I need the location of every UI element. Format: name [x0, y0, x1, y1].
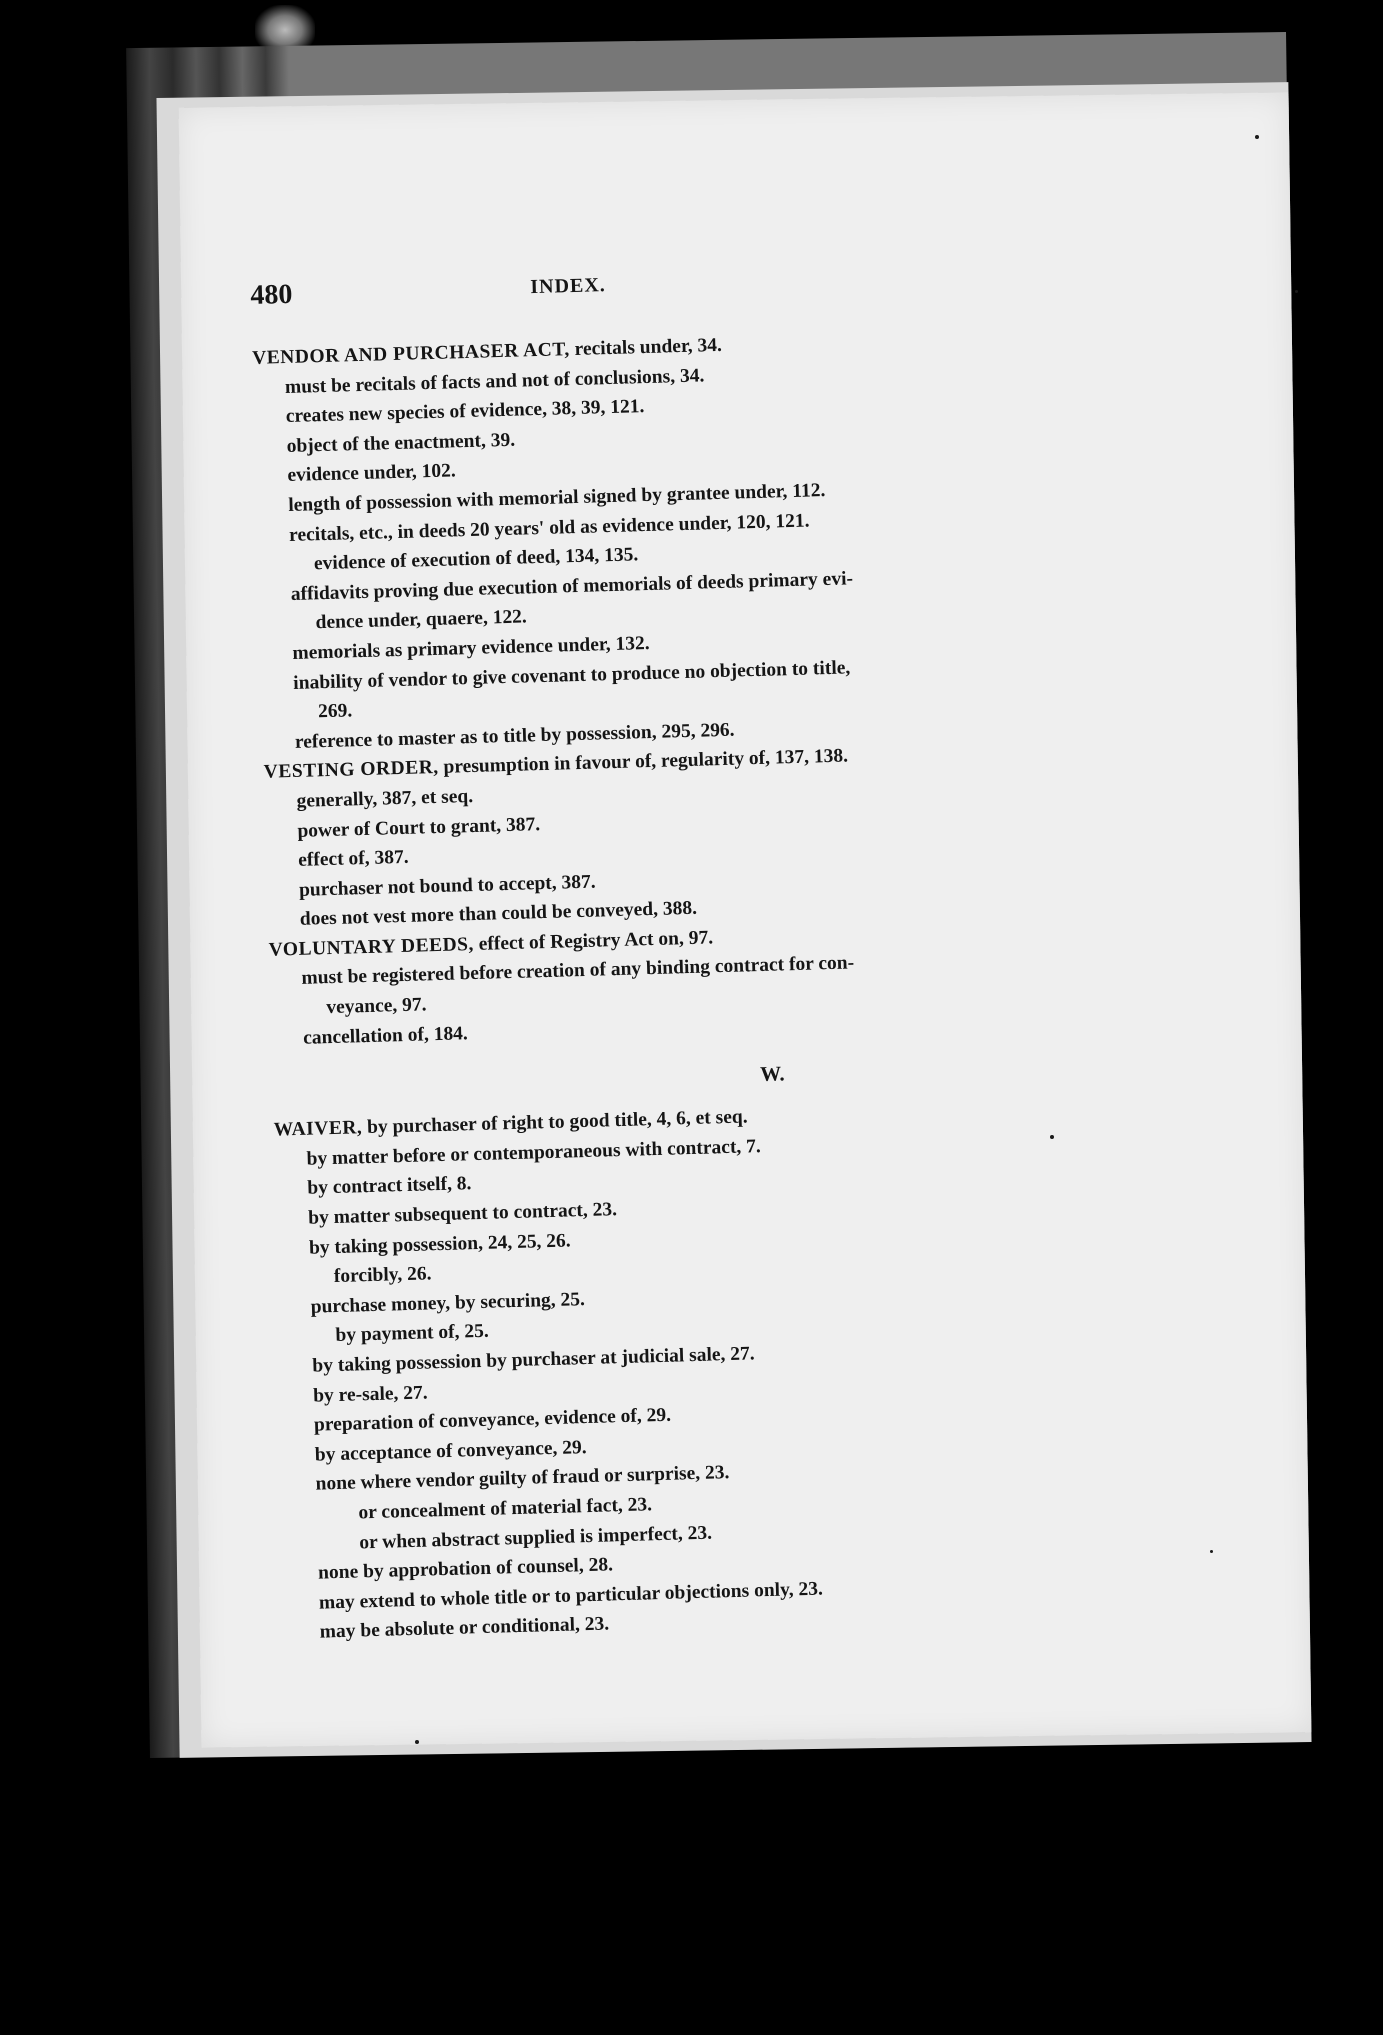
index-entry-text: by re-sale, 27. — [312, 1382, 428, 1407]
dust-speck — [1050, 1135, 1054, 1139]
index-entry-text: length of possession with memorial signed by grantee under, 112. — [288, 479, 826, 516]
index-term: VENDOR AND PURCHASER ACT, — [251, 339, 571, 369]
index-entry-text: may be absolute or conditional, 23. — [319, 1613, 610, 1643]
index-entry-text: evidence under, 102. — [287, 460, 457, 487]
index-entry-text: object of the enactment, 39. — [286, 429, 516, 457]
index-entry-text: by matter subsequent to contract, 23. — [307, 1199, 618, 1229]
index-entry-text: effect of Registry Act on, 97. — [473, 927, 714, 955]
index-entry-text: veyance, 97. — [326, 994, 427, 1019]
section-letter: W. — [759, 1061, 785, 1087]
index-entry-text: by contract itself, 8. — [307, 1173, 472, 1200]
index-entry-text: dence under, quaere, 122. — [315, 606, 528, 634]
index-text-block — [250, 259, 1028, 1648]
index-entry-text: inability of vendor to give covenant to produce no objection to title, — [292, 656, 851, 694]
index-entry-text: presumption in favour of, regularity of, 137, 138. — [438, 745, 849, 779]
index-entry-text: by taking possession by purchaser at judicial sale, 27. — [312, 1343, 755, 1377]
dust-speck — [415, 1740, 419, 1744]
index-entry-text: 269. — [317, 700, 353, 723]
index-entries-v — [252, 323, 1012, 1054]
index-entry-text: cancellation of, 184. — [302, 1022, 469, 1049]
index-entry-text: purchaser not bound to accept, 387. — [298, 871, 596, 901]
running-head: INDEX. — [530, 274, 607, 299]
page-number: 480 — [250, 278, 293, 311]
index-entry-text: purchase money, by securing, 25. — [310, 1288, 586, 1318]
index-entry-text: preparation of conveyance, evidence of, 29. — [313, 1404, 672, 1436]
index-entry-text: by payment of, 25. — [335, 1321, 490, 1347]
index-entry-text: memorials as primary evidence under, 132. — [292, 632, 650, 664]
index-entry-text: may extend to whole title or to particular objections only, 23. — [318, 1578, 824, 1614]
index-entries-w — [273, 1095, 1028, 1648]
index-entry-text: does not vest more than could be conveyed, 388. — [299, 898, 698, 931]
index-entry-text: by taking possession, 24, 25, 26. — [308, 1230, 571, 1259]
index-term: WAIVER, — [273, 1117, 363, 1141]
index-entry-text: creates new species of evidence, 38, 39, 121. — [285, 396, 645, 428]
index-entry-text: must be recitals of facts and not of conclusions, 34. — [284, 364, 705, 398]
dust-speck — [1255, 135, 1259, 139]
index-entry-text: must be registered before creation of any binding contract for con- — [301, 952, 855, 990]
index-entry-text: by purchaser of right to good title, 4, 6, et seq. — [361, 1106, 748, 1139]
index-entry-text: recitals, etc., in deeds 20 years' old as evidence under, 120, 121. — [288, 510, 810, 546]
index-entry-text: evidence of execution of deed, 134, 135. — [313, 544, 639, 575]
index-entry-text: generally, 387, et seq. — [296, 785, 474, 812]
index-term: VOLUNTARY DEEDS, — [268, 933, 475, 961]
index-entry-text: or concealment of material fact, 23. — [358, 1494, 653, 1524]
index-entry-text: affidavits proving due execution of memorials of deeds primary evi- — [290, 568, 854, 605]
index-entry-text: none where vendor guilty of fraud or surprise, 23. — [315, 1462, 730, 1496]
index-entry-text: power of Court to grant, 387. — [297, 813, 541, 842]
index-entry-text: effect of, 387. — [297, 846, 409, 871]
index-entry-text: recitals under, 34. — [569, 334, 723, 361]
index-entry-text: none by approbation of counsel, 28. — [317, 1554, 614, 1584]
dust-speck — [1210, 1550, 1213, 1553]
index-entry-text: by acceptance of conveyance, 29. — [314, 1436, 587, 1466]
index-entry-text: forcibly, 26. — [333, 1263, 432, 1288]
dust-speck — [1295, 290, 1298, 293]
index-entry-text: or when abstract supplied is imperfect, 23. — [359, 1522, 713, 1553]
index-entry-text: by matter before or contemporaneous with contract, 7. — [306, 1135, 762, 1170]
index-entry-text: reference to master as to title by possession, 295, 296. — [294, 719, 735, 753]
index-term: VESTING ORDER, — [263, 757, 439, 784]
